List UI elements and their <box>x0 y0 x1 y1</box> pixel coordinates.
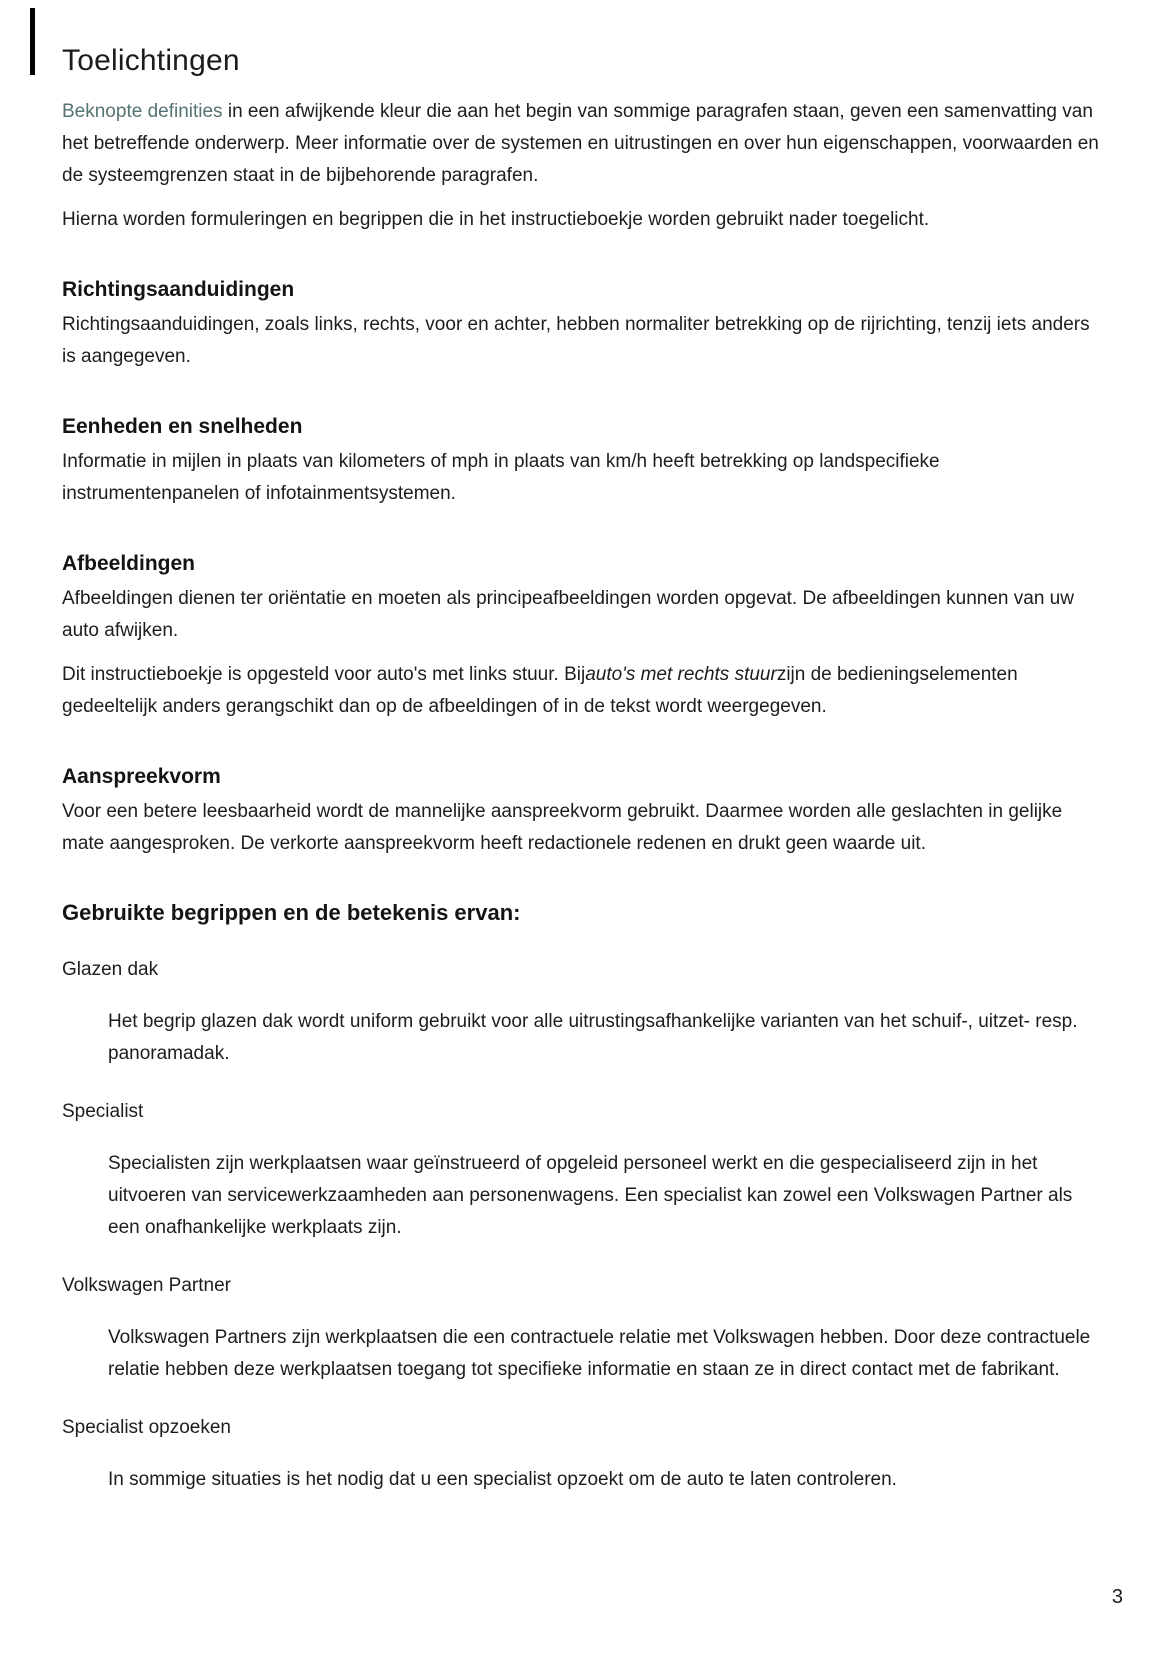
section-body-aanspreekvorm: Voor een betere leesbaarheid wordt de mannelijke aanspreekvorm gebruikt. Daarmee worden alle geslachten in gelijke mate aangesproken. De verkorte aanspreekvorm heeft redactionele redenen en drukt geen waarde uit. <box>62 801 1063 854</box>
term-specialist-opzoeken: Specialist opzoeken <box>62 1417 231 1438</box>
section-heading-aanspreekvorm: Aanspreekvorm <box>62 765 221 788</box>
lead-definition-highlight: Beknopte definities <box>62 101 223 122</box>
definition-volkswagen-partner: Volkswagen Partners zijn werkplaatsen die een contractuele relatie met Volkswagen hebben. Door deze contractuele relatie hebben deze werkplaatsen toegang tot specifieke informatie en staan ze in direct contact met de fabrikant. <box>108 1327 1091 1380</box>
lead-paragraph-text: in een afwijkende kleur die aan het begin van sommige paragrafen staan, geven een samenvatting van het betreffende onderwerp. Meer informatie over de systemen en uitrustingen en over hun eigenschappen, voorwaarden en de systeemgrenzen staat in de bijbehorende paragrafen. <box>62 101 1099 186</box>
terms-heading: Gebruikte begrippen en de betekenis ervan: <box>62 900 521 925</box>
definition-specialist-opzoeken: In sommige situaties is het nodig dat u een specialist opzoekt om de auto te laten controleren. <box>108 1469 897 1490</box>
section-afbeeldingen <box>62 550 1105 723</box>
intro-second-paragraph: Hierna worden formuleringen en begrippen die in het instructieboekje worden gebruikt nader toegelicht. <box>62 209 930 230</box>
page-title: Toelichtingen <box>62 44 240 77</box>
intro-lead-paragraph <box>62 96 1105 192</box>
term-volkswagen-partner: Volkswagen Partner <box>62 1275 231 1296</box>
section-heading-richtingsaanduidingen: Richtingsaanduidingen <box>62 278 295 301</box>
afbeeldingen-italic-phrase: auto's met rechts stuur <box>585 664 777 685</box>
section-richtingsaanduidingen <box>62 276 1105 373</box>
afbeeldingen-text-before: Dit instructieboekje is opgesteld voor auto's met links stuur. Bij <box>62 664 586 685</box>
section-body-afbeeldingen: Afbeeldingen dienen ter oriëntatie en moeten als principeafbeeldingen worden opgevat. De afbeeldingen kunnen van uw auto afwijken. <box>62 588 1074 641</box>
definition-specialist: Specialisten zijn werkplaatsen waar geïnstrueerd of opgeleid personeel werkt en die gespecialiseerd zijn in het uitvoeren van servicewerkzaamheden aan personenwagens. Een specialist kan zowel een Volkswagen Partner als een onafhankelijke werkplaats zijn. <box>108 1153 1073 1238</box>
section-body-afbeeldingen-2 <box>62 659 1105 723</box>
definition-glazen-dak: Het begrip glazen dak wordt uniform gebruikt voor alle uitrustingsafhankelijke varianten van het schuif-, uitzet- resp. panoramadak. <box>108 1011 1078 1064</box>
print-registration-mark <box>30 8 35 75</box>
term-specialist: Specialist <box>62 1101 144 1122</box>
page-number: 3 <box>1111 1586 1123 1608</box>
terms-list <box>62 954 1105 1496</box>
section-heading-afbeeldingen: Afbeeldingen <box>62 552 196 575</box>
section-body-eenheden: Informatie in mijlen in plaats van kilometers of mph in plaats van km/h heeft betrekking op landspecifieke instrumentenpanelen of infotainmentsystemen. <box>62 451 940 504</box>
term-glazen-dak: Glazen dak <box>62 959 159 980</box>
section-body-richtingsaanduidingen: Richtingsaanduidingen, zoals links, rechts, voor en achter, hebben normaliter betrekking op de rijrichting, tenzij iets anders is aangegeven. <box>62 314 1090 367</box>
page-content <box>62 42 1105 1496</box>
section-aanspreekvorm <box>62 763 1105 860</box>
afbeeldingen-text-after: zijn de bedieningselementen gedeeltelijk anders gerangschikt dan op de afbeeldingen of in de tekst wordt weergegeven. <box>62 664 1018 717</box>
section-eenheden-en-snelheden <box>62 413 1105 510</box>
section-heading-eenheden: Eenheden en snelheden <box>62 415 303 438</box>
